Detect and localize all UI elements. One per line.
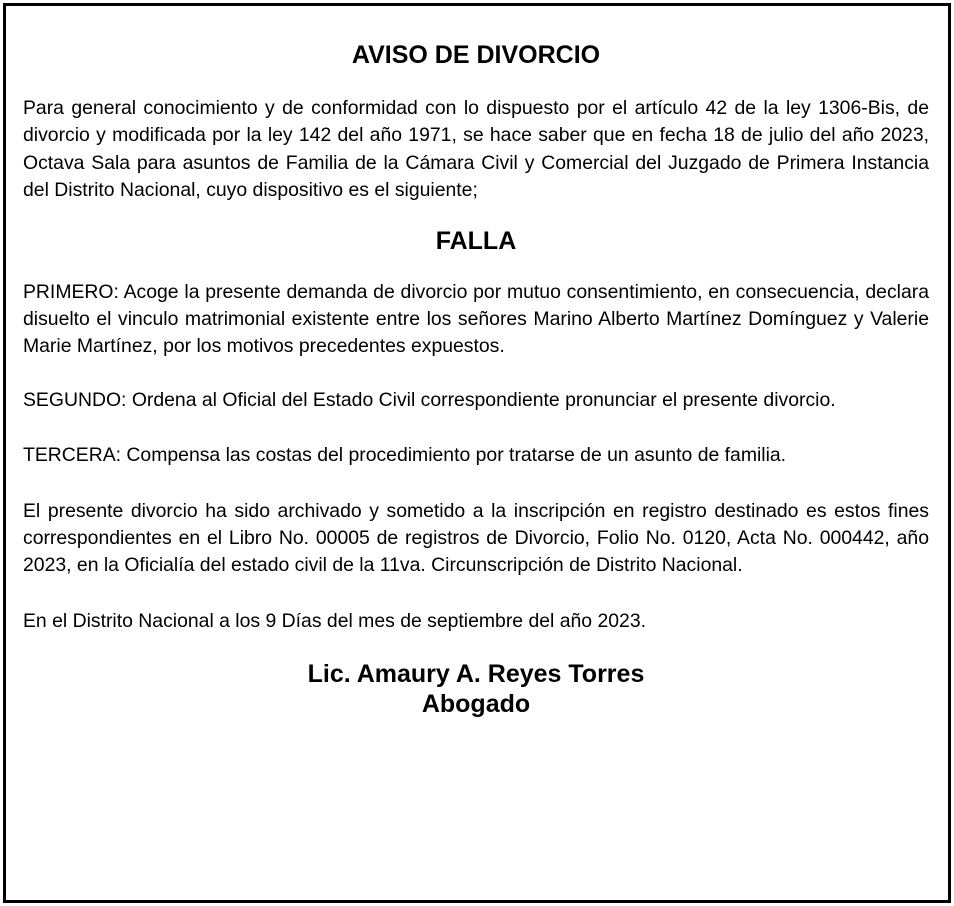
intro-paragraph: Para general conocimiento y de conformidad con lo dispuesto por el artículo 42 de la ley 1306-Bis, de divorcio y modificada por la ley 142 del año 1971, se hace saber que en fecha 18 de julio del año 2023, Octava Sala para asuntos de Familia de la Cámara Civil y Comercial del Juzgado de Primera Instancia del Distrito Nacional, cuyo dispositivo es el siguiente; (23, 97, 929, 202)
signature-block (23, 659, 929, 719)
date-line: En el Distrito Nacional a los 9 Días del mes de septiembre del año 2023. (23, 609, 646, 632)
signer-title: Abogado (421, 690, 531, 719)
divorce-notice (3, 3, 951, 903)
signer-name: Lic. Amaury A. Reyes Torres (307, 660, 645, 689)
notice-content (23, 6, 929, 719)
notice-title: AVISO DE DIVORCIO (351, 41, 601, 69)
registry-paragraph: El presente divorcio ha sido archivado y sometido a la inscripción en registro destinado es estos fines correspondientes en el Libro No. 00005 de registros de Divorcio, Folio No. 0120, Acta No. 000442, año 2023, en la Oficialía del estado civil de la 11va. Circunscripción de Distrito Nacional. (23, 499, 929, 577)
ruling-segundo: SEGUNDO: Ordena al Oficial del Estado Civil correspondiente pronunciar el presente divorcio. (23, 388, 836, 411)
ruling-tercera: TERCERA: Compensa las costas del procedimiento por tratarse de un asunto de familia. (23, 444, 787, 467)
ruling-heading: FALLA (435, 226, 517, 255)
ruling-primero: PRIMERO: Acoge la presente demanda de divorcio por mutuo consentimiento, en consecuencia, declara disuelto el vinculo matrimonial existente entre los señores Marino Alberto Martínez Domínguez y Valerie Marie Martínez, por los motivos precedentes expuestos. (23, 280, 929, 358)
